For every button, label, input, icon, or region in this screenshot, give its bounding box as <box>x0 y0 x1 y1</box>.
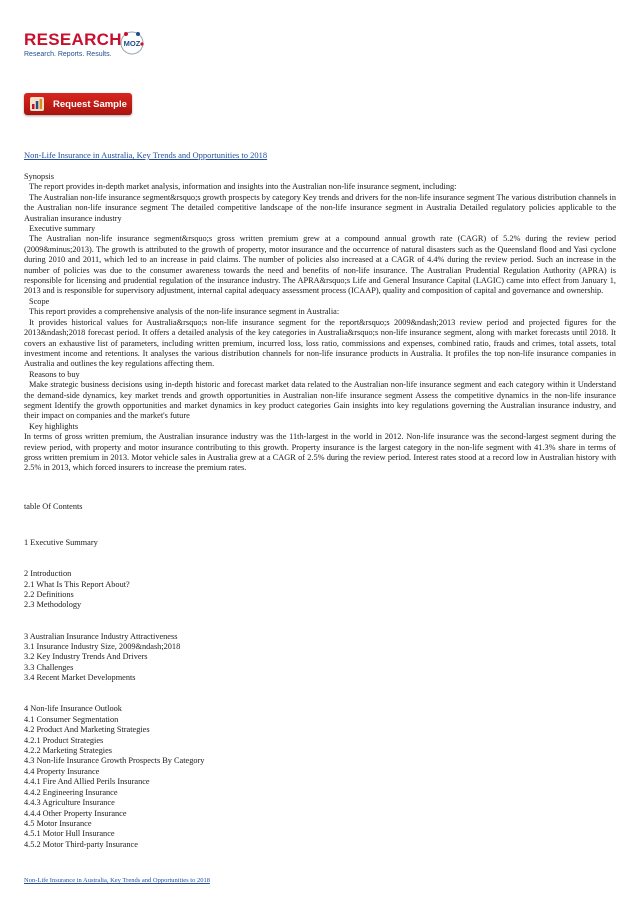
section-heading: Scope <box>29 296 50 306</box>
logo-brand-text: RESEARCH <box>24 30 122 49</box>
toc-item: 3 Australian Insurance Industry Attractiveness <box>24 631 178 641</box>
logo-badge-text: MOZ <box>123 39 141 48</box>
body-paragraph: It provides historical values for Australia&rsquo;s non-life insurance segment for the report&rsquo;s 2009&ndash;2013 review period and projected figures for the 2013&ndash;2018 forecast period. It offers a detailed analysis of the key categories in Australia&rsquo;s non-life insurance segment, along with market forecasts until 2018. It covers an exhaustive list of parameters, including written premium, incurred loss, loss ratio, commissions and expenses, combined ratio, frauds and crimes, total assets, total investment income and retentions. It analyses the various distribution channels for non-life insurance products in Australia. It profiles the top non-life insurance companies in Australia and outlines the key regulations affecting them. <box>24 317 616 369</box>
report-body <box>24 172 616 474</box>
report-title-link[interactable]: Non-Life Insurance in Australia, Key Trends and Opportunities to 2018 <box>24 150 268 160</box>
toc-item: 4.1 Consumer Segmentation <box>24 714 119 724</box>
body-paragraph: The Australian non-life insurance segment&rsquo;s growth prospects by category Key trends and drivers for the non-life insurance segment The various distribution channels in the Australian non-life insurance segment The detailed competitive landscape of the non-life insurance segment in Australia Detailed regulatory policies applicable to the Australian insurance industry <box>24 192 616 223</box>
toc-item: 4.2.2 Marketing Strategies <box>24 746 113 756</box>
toc-item: 4.4 Property Insurance <box>24 766 100 776</box>
toc-item: 4.5 Motor Insurance <box>24 818 92 828</box>
toc-item: 4.4.3 Agriculture Insurance <box>24 798 115 808</box>
toc-item: 4.5.1 Motor Hull Insurance <box>24 829 115 839</box>
toc-item: 2.3 Methodology <box>24 600 82 610</box>
toc-item: 1 Executive Summary <box>24 538 98 547</box>
toc-item: 4.5.2 Motor Third-party Insurance <box>24 839 138 849</box>
toc-item: 3.3 Challenges <box>24 662 74 672</box>
body-paragraph: This report provides a comprehensive analysis of the non-life insurance segment in Australia: <box>29 307 340 317</box>
chart-icon <box>29 96 45 112</box>
toc-item: 2.1 What Is This Report About? <box>24 579 130 589</box>
body-paragraph: The report provides in-depth market analysis, information and insights into the Australian non-life insurance segment, including: <box>29 182 457 192</box>
toc-item: 2 Introduction <box>24 569 72 579</box>
request-sample-label: Request Sample <box>53 98 127 110</box>
section-heading: Executive summary <box>29 224 96 234</box>
toc-item: 4.3 Non-life Insurance Growth Prospects By Category <box>24 756 205 766</box>
toc-item: 2.2 Definitions <box>24 590 74 600</box>
toc-heading: table Of Contents <box>24 502 83 511</box>
toc-item: 4.4.2 Engineering Insurance <box>24 787 118 797</box>
toc-item: 4.4.4 Other Property Insurance <box>24 808 127 818</box>
logo-tagline: Research. Reports. Results. <box>24 51 112 58</box>
toc-item: 4 Non-life Insurance Outlook <box>24 704 122 714</box>
footer-title-link[interactable]: Non-Life Insurance in Australia, Key Trends and Opportunities to 2018 <box>24 877 210 884</box>
body-paragraph: Make strategic business decisions using in-depth historic and forecast market data related to the Australian non-life insurance segment and each category within it Understand the demand-side dynamics, key market trends and growth opportunities in Australian non-life insurance segment Assess the competitive dynamics in the non-life insurance segment Identify the growth opportunities and market dynamics in key product categories Gain insights into key regulations governing the Australian insurance industry, and their impact on companies and the market's future <box>24 380 616 421</box>
toc-item: 3.4 Recent Market Developments <box>24 673 136 683</box>
toc-item: 3.2 Key Industry Trends And Drivers <box>24 652 148 662</box>
body-paragraph: The Australian non-life insurance segment&rsquo;s gross written premium grew at a compound annual growth rate (CAGR) of 5.2% during the review period (2009&minus;2013). The growth is attributed to the growth of property, motor insurance and the occurrence of natural disasters such as the Queensland flood and Yasi cyclone during 2010 and 2011, which led to an increase in paid claims. The number of policies also increased at a CAGR of 4.4% during the review period. Such an increase in the number of policies was due to the consumer awareness towards the need and benefits of non-life insurance. The Australian Prudential Regulation Authority (APRA) is responsible for licensing and prudential regulation of the insurance industry. The APRA&rsquo;s Life and General Insurance Capital (LAGIC) came into effect from January 1, 2013 and is responsible for supervisory adjustment, internal capital adequacy assessment process (ICAAP), quality and composition of capital and governance and ownership. <box>24 234 616 296</box>
moz-badge-icon <box>118 30 146 56</box>
table-of-contents <box>24 538 204 850</box>
request-sample-button[interactable] <box>24 93 132 115</box>
body-paragraph: In terms of gross written premium, the Australian insurance industry was the 11th-largest in the world in 2012. Non-life insurance was the second-largest segment during the review period, with property and motor insurance contributing to this growth. Property insurance is the largest category in the non-life segment with 41.3% share in terms of gross written premium in 2013. Motor vehicle sales in Australia grew at a CAGR of 2.5% during the review period. Interest rates stood at a record low in Australian history with 2.5% in 2013, which forced insurers to increase the premium rates. <box>24 432 616 473</box>
researchmoz-logo[interactable] <box>24 30 164 64</box>
toc-item: 4.4.1 Fire And Allied Perils Insurance <box>24 777 150 787</box>
section-heading: Synopsis <box>24 172 54 181</box>
toc-item: 4.2 Product And Marketing Strategies <box>24 725 150 735</box>
section-heading: Reasons to buy <box>29 369 80 379</box>
section-heading: Key highlights <box>29 421 79 431</box>
toc-item: 3.1 Insurance Industry Size, 2009&ndash;2018 <box>24 642 181 652</box>
toc-item: 4.2.1 Product Strategies <box>24 735 104 745</box>
